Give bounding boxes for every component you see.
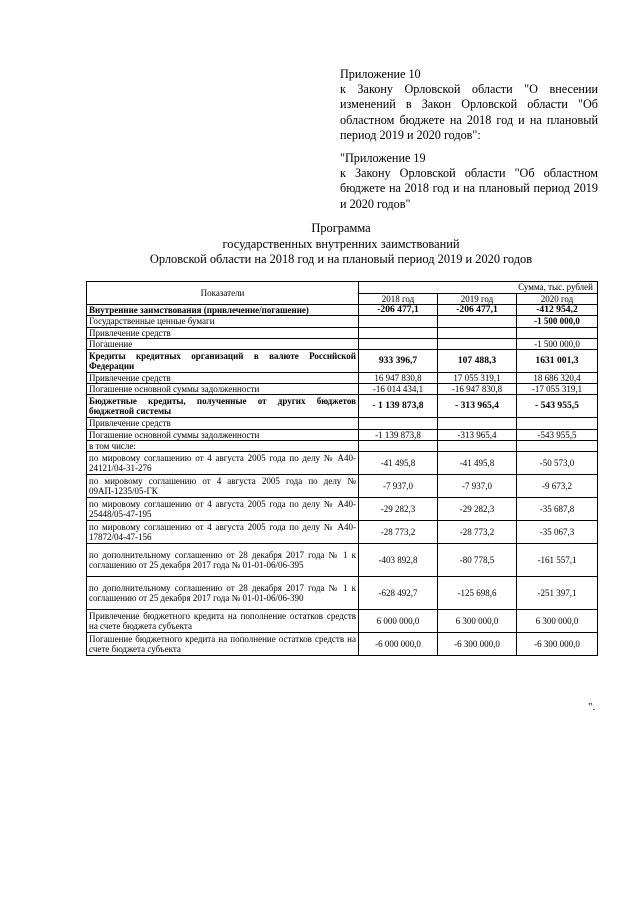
- appendix-19-note: [340, 151, 598, 212]
- value-2019: -16 947 830,8: [438, 384, 517, 395]
- title-line-1: Программа: [311, 221, 371, 235]
- value-2020: [517, 327, 598, 338]
- value-2020: 18 686 320,4: [517, 373, 598, 384]
- table-row: [87, 350, 598, 373]
- row-indicator: по мировому соглашению от 4 августа 2005 года по делу № 09АП-1235/05-ГК: [87, 475, 359, 498]
- value-2019: -41 495,8: [438, 452, 517, 475]
- value-2020: -9 673,2: [517, 475, 598, 498]
- value-2018: 16 947 830,8: [359, 373, 438, 384]
- row-indicator: Погашение основной суммы задолженности: [87, 384, 359, 395]
- value-2020: -543 955,5: [517, 429, 598, 440]
- value-2018: 6 000 000,0: [359, 610, 438, 633]
- value-2020: -35 687,8: [517, 498, 598, 521]
- row-indicator: по дополнительному соглашению от 28 декабря 2017 года № 1 к соглашению от 25 декабря 2017 года № 01-01-06/06-395: [87, 544, 359, 577]
- header-year-2019: 2019 год: [438, 294, 517, 305]
- table-row: [87, 577, 598, 610]
- table-row: [87, 610, 598, 633]
- value-2019: -80 778,5: [438, 544, 517, 577]
- value-2019: -6 300 000,0: [438, 633, 517, 656]
- appendix-19-text: к Закону Орловской области "Об областном бюджете на 2018 год и на плановый период 2019 и 2020 годов": [340, 166, 598, 211]
- value-2020: -35 067,3: [517, 521, 598, 544]
- value-2018: [359, 440, 438, 451]
- value-2019: -206 477,1: [438, 305, 517, 316]
- value-2019: [438, 316, 517, 327]
- value-2018: -28 773,2: [359, 521, 438, 544]
- table-row: [87, 327, 598, 338]
- value-2019: 17 055 319,1: [438, 373, 517, 384]
- table-row: [87, 521, 598, 544]
- header-year-2020: 2020 год: [517, 294, 598, 305]
- table-row: [87, 429, 598, 440]
- appendix-10-text: к Закону Орловской области "О внесении изменений в Закон Орловской области "Об областном бюджете на 2018 год и на плановый период 2019 и 2020 годов":: [340, 82, 598, 142]
- title-line-3: Орловской области на 2018 год и на плановый период 2019 и 2020 годов: [149, 252, 533, 266]
- row-indicator: Внутренние заимствования (привлечение/погашение): [87, 305, 359, 316]
- value-2020: [517, 418, 598, 429]
- appendix-10-heading: Приложение 10: [340, 67, 421, 81]
- value-2018: [359, 418, 438, 429]
- borrowing-program-table: [86, 281, 598, 656]
- value-2020: - 543 955,5: [517, 395, 598, 418]
- row-indicator: Кредиты кредитных организаций в валюте Российской Федерации: [87, 350, 359, 373]
- value-2018: - 1 139 873,8: [359, 395, 438, 418]
- header-year-2018: 2018 год: [359, 294, 438, 305]
- row-indicator: Привлечение средств: [87, 327, 359, 338]
- value-2019: -125 698,6: [438, 577, 517, 610]
- row-indicator: Бюджетные кредиты, полученные от других бюджетов бюджетной системы: [87, 395, 359, 418]
- document-title: [86, 221, 596, 268]
- row-indicator: по дополнительному соглашению от 28 декабря 2017 года № 1 к соглашению от 25 декабря 2017 года № 01-01-06/06-390: [87, 577, 359, 610]
- value-2019: [438, 418, 517, 429]
- value-2018: -16 014 434,1: [359, 384, 438, 395]
- row-indicator: Погашение основной суммы задолженности: [87, 429, 359, 440]
- value-2019: - 313 965,4: [438, 395, 517, 418]
- value-2020: -17 055 319,1: [517, 384, 598, 395]
- appendix-19-heading: "Приложение 19: [340, 151, 426, 165]
- row-indicator: в том числе:: [87, 440, 359, 451]
- table-row: [87, 384, 598, 395]
- table-row: [87, 544, 598, 577]
- value-2019: -29 282,3: [438, 498, 517, 521]
- row-indicator: Погашение бюджетного кредита на пополнение остатков средств на счете бюджета субъекта: [87, 633, 359, 656]
- value-2018: -7 937,0: [359, 475, 438, 498]
- table-row: [87, 316, 598, 327]
- header-sum: Сумма, тыс. рублей: [359, 282, 598, 294]
- value-2020: -412 954,2: [517, 305, 598, 316]
- table-row: [87, 498, 598, 521]
- value-2018: -41 495,8: [359, 452, 438, 475]
- value-2018: -403 892,8: [359, 544, 438, 577]
- row-indicator: Государственные ценные бумаги: [87, 316, 359, 327]
- row-indicator: по мировому соглашению от 4 августа 2005 года по делу № А40-25448/05-47-195: [87, 498, 359, 521]
- table-row: [87, 373, 598, 384]
- value-2018: [359, 327, 438, 338]
- value-2018: [359, 316, 438, 327]
- value-2020: -1 500 000,0: [517, 338, 598, 349]
- table-row: [87, 633, 598, 656]
- value-2020: -161 557,1: [517, 544, 598, 577]
- row-indicator: по мировому соглашению от 4 августа 2005 года по делу № А40-17872/04-47-156: [87, 521, 359, 544]
- value-2018: -6 000 000,0: [359, 633, 438, 656]
- value-2019: [438, 440, 517, 451]
- table-row: [87, 305, 598, 316]
- value-2020: -6 300 000,0: [517, 633, 598, 656]
- value-2020: -1 500 000,0: [517, 316, 598, 327]
- title-line-2: государственных внутренних заимствований: [222, 236, 460, 251]
- table-row: [87, 338, 598, 349]
- value-2019: [438, 338, 517, 349]
- value-2018: -628 492,7: [359, 577, 438, 610]
- header-indicator: Показатели: [87, 282, 359, 305]
- row-indicator: Привлечение средств: [87, 418, 359, 429]
- value-2020: [517, 440, 598, 451]
- value-2019: -313 965,4: [438, 429, 517, 440]
- value-2020: -251 397,1: [517, 577, 598, 610]
- value-2018: -29 282,3: [359, 498, 438, 521]
- value-2019: -7 937,0: [438, 475, 517, 498]
- table-row: [87, 475, 598, 498]
- value-2019: [438, 327, 517, 338]
- value-2020: -50 573,0: [517, 452, 598, 475]
- value-2019: 6 300 000,0: [438, 610, 517, 633]
- value-2018: 933 396,7: [359, 350, 438, 373]
- closing-quote-mark: ".: [588, 701, 596, 713]
- value-2020: 1631 001,3: [517, 350, 598, 373]
- table-row: [87, 440, 598, 451]
- value-2018: -1 139 873,8: [359, 429, 438, 440]
- row-indicator: Погашение: [87, 338, 359, 349]
- value-2019: -28 773,2: [438, 521, 517, 544]
- value-2018: -206 477,1: [359, 305, 438, 316]
- row-indicator: Привлечение бюджетного кредита на пополнение остатков средств на счете бюджета субъекта: [87, 610, 359, 633]
- value-2019: 107 488,3: [438, 350, 517, 373]
- row-indicator: по мировому соглашению от 4 августа 2005 года по делу № А40-24121/04-31-276: [87, 452, 359, 475]
- table-row: [87, 395, 598, 418]
- table-row: [87, 452, 598, 475]
- value-2020: 6 300 000,0: [517, 610, 598, 633]
- appendix-10-note: [340, 67, 598, 143]
- table-row: [87, 418, 598, 429]
- row-indicator: Привлечение средств: [87, 373, 359, 384]
- value-2018: [359, 338, 438, 349]
